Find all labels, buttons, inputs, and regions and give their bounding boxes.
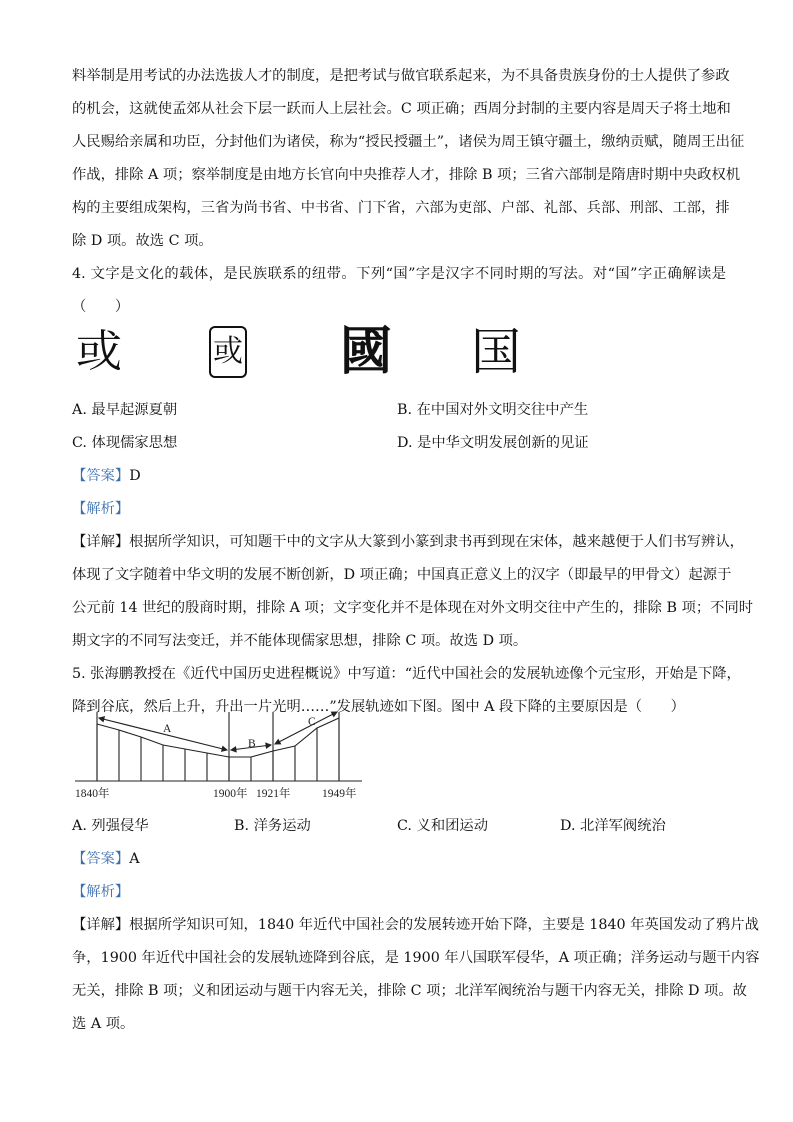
segment-label-a: A [163, 723, 172, 735]
text-line: 作战，排除 A 项；察举制度是由地方长官向中央推荐人才，排除 B 项；三省六部制是隋唐时期中央政权机 [72, 167, 741, 183]
option-c[interactable]: C. 体现儒家思想 [72, 435, 178, 451]
year-label-1900: 1900年 [213, 788, 248, 800]
option-b[interactable]: B. 在中国对外文明交往中产生 [397, 402, 589, 418]
option-a[interactable]: A. 最早起源夏朝 [72, 402, 178, 418]
text-line: 构的主要组成架构，三省为尚书省、中书省、门下省，六部为吏部、户部、礼部、兵部、刑部、工部，排 [72, 200, 730, 216]
detail-line: 争，1900 年近代中国社会的发展轨迹降到谷底，是 1900 年八国联军侵华，A 项正确；洋务运动与题干内容 [72, 950, 760, 966]
year-label-1949: 1949年 [322, 788, 357, 800]
detail-line: 期文字的不同写法变迁，并不能体现儒家思想，排除 C 项。故选 D 项。 [72, 633, 528, 649]
detail-line: 体现了文字随着中华文明的发展不断创新，D 项正确；中国真正意义上的汉字（即最早的甲骨文）起源于 [72, 567, 732, 583]
option-b[interactable]: B. 洋务运动 [234, 818, 311, 834]
song-typeface-glyph: 国 [471, 323, 521, 381]
option-d[interactable]: D. 北洋军阀统治 [560, 818, 666, 834]
text-line: 料举制是用考试的办法选拔人才的制度，是把考试与做官联系起来，为不具备贵族身份的士人提供了参政 [72, 68, 730, 84]
option-d[interactable]: D. 是中华文明发展创新的见证 [397, 435, 589, 451]
year-label-1921: 1921年 [256, 788, 291, 800]
detail-line: 【详解】根据所学知识，可知题干中的文字从大篆到小篆到隶书再到现在宋体，越来越便于人们书写辨认， [72, 534, 744, 550]
answer [72, 465, 726, 487]
text-line: 的机会，这就使孟郊从社会下层一跃而人上层社会。C 项正确；西周分封制的主要内容是周天子将土地和 [72, 101, 731, 117]
text-line: 人民赐给亲属和功臣，分封他们为诸侯，称为“授民授疆土”，诸侯为周王镇守疆土，缴纳贡赋，随周王出征 [72, 134, 745, 150]
option-a[interactable]: A. 列强侵华 [72, 818, 149, 834]
question-stem: 4. 文字是文化的载体，是民族联系的纽带。下列“国”字是汉字不同时期的写法。对“国”字正确解读是 [72, 266, 726, 282]
trajectory-line [97, 718, 339, 757]
detail-line: 【详解】根据所学知识可知，1840 年近代中国社会的发展转迹开始下降，主要是 1840 年英国发动了鸦片战 [72, 917, 759, 933]
segment-label-c: C [308, 716, 316, 728]
year-label-1840: 1840年 [75, 788, 110, 800]
clerical-script-glyph: 國 [339, 321, 392, 382]
option-c[interactable]: C. 义和团运动 [397, 818, 489, 834]
analysis-tag: 【解析】 [72, 501, 130, 517]
answer-tag: 【答案】 [72, 851, 130, 867]
question-stem: 5. 张海鹏教授在《近代中国历史进程概说》中写道：“近代中国社会的发展轨迹像个元宝形，开始是下降， [72, 666, 741, 682]
detail-line: 选 A 项。 [72, 1016, 135, 1032]
seal-script-glyph: 或 [209, 326, 247, 378]
detail-line: 公元前 14 世纪的殷商时期，排除 A 项；文字变化并不是体现在对外文明交往中产生的，排除 B 项；不同时 [72, 600, 754, 616]
oracle-bone-glyph: 或 [75, 326, 123, 377]
segment-label-b: B [248, 738, 256, 750]
question-stem: 降到谷底，然后上升，升出一片光明……”发展轨迹如下图。图中 A 段下降的主要原因是（ ） [72, 699, 685, 715]
answer-value: A [129, 851, 140, 867]
answer-value: D [129, 468, 141, 484]
question-stem: （ ） [72, 299, 130, 315]
development-trajectory-figure [70, 708, 370, 803]
detail-line: 无关，排除 B 项；义和团运动与题干内容无关，排除 C 项；北洋军阀统治与题干内容无关，排除 D 项。故 [72, 983, 747, 999]
answer [72, 848, 726, 870]
text-line: 除 D 项。故选 C 项。 [72, 233, 213, 249]
answer-tag: 【答案】 [72, 468, 130, 484]
segment-c-arrow [275, 712, 337, 744]
analysis-tag: 【解析】 [72, 884, 130, 900]
